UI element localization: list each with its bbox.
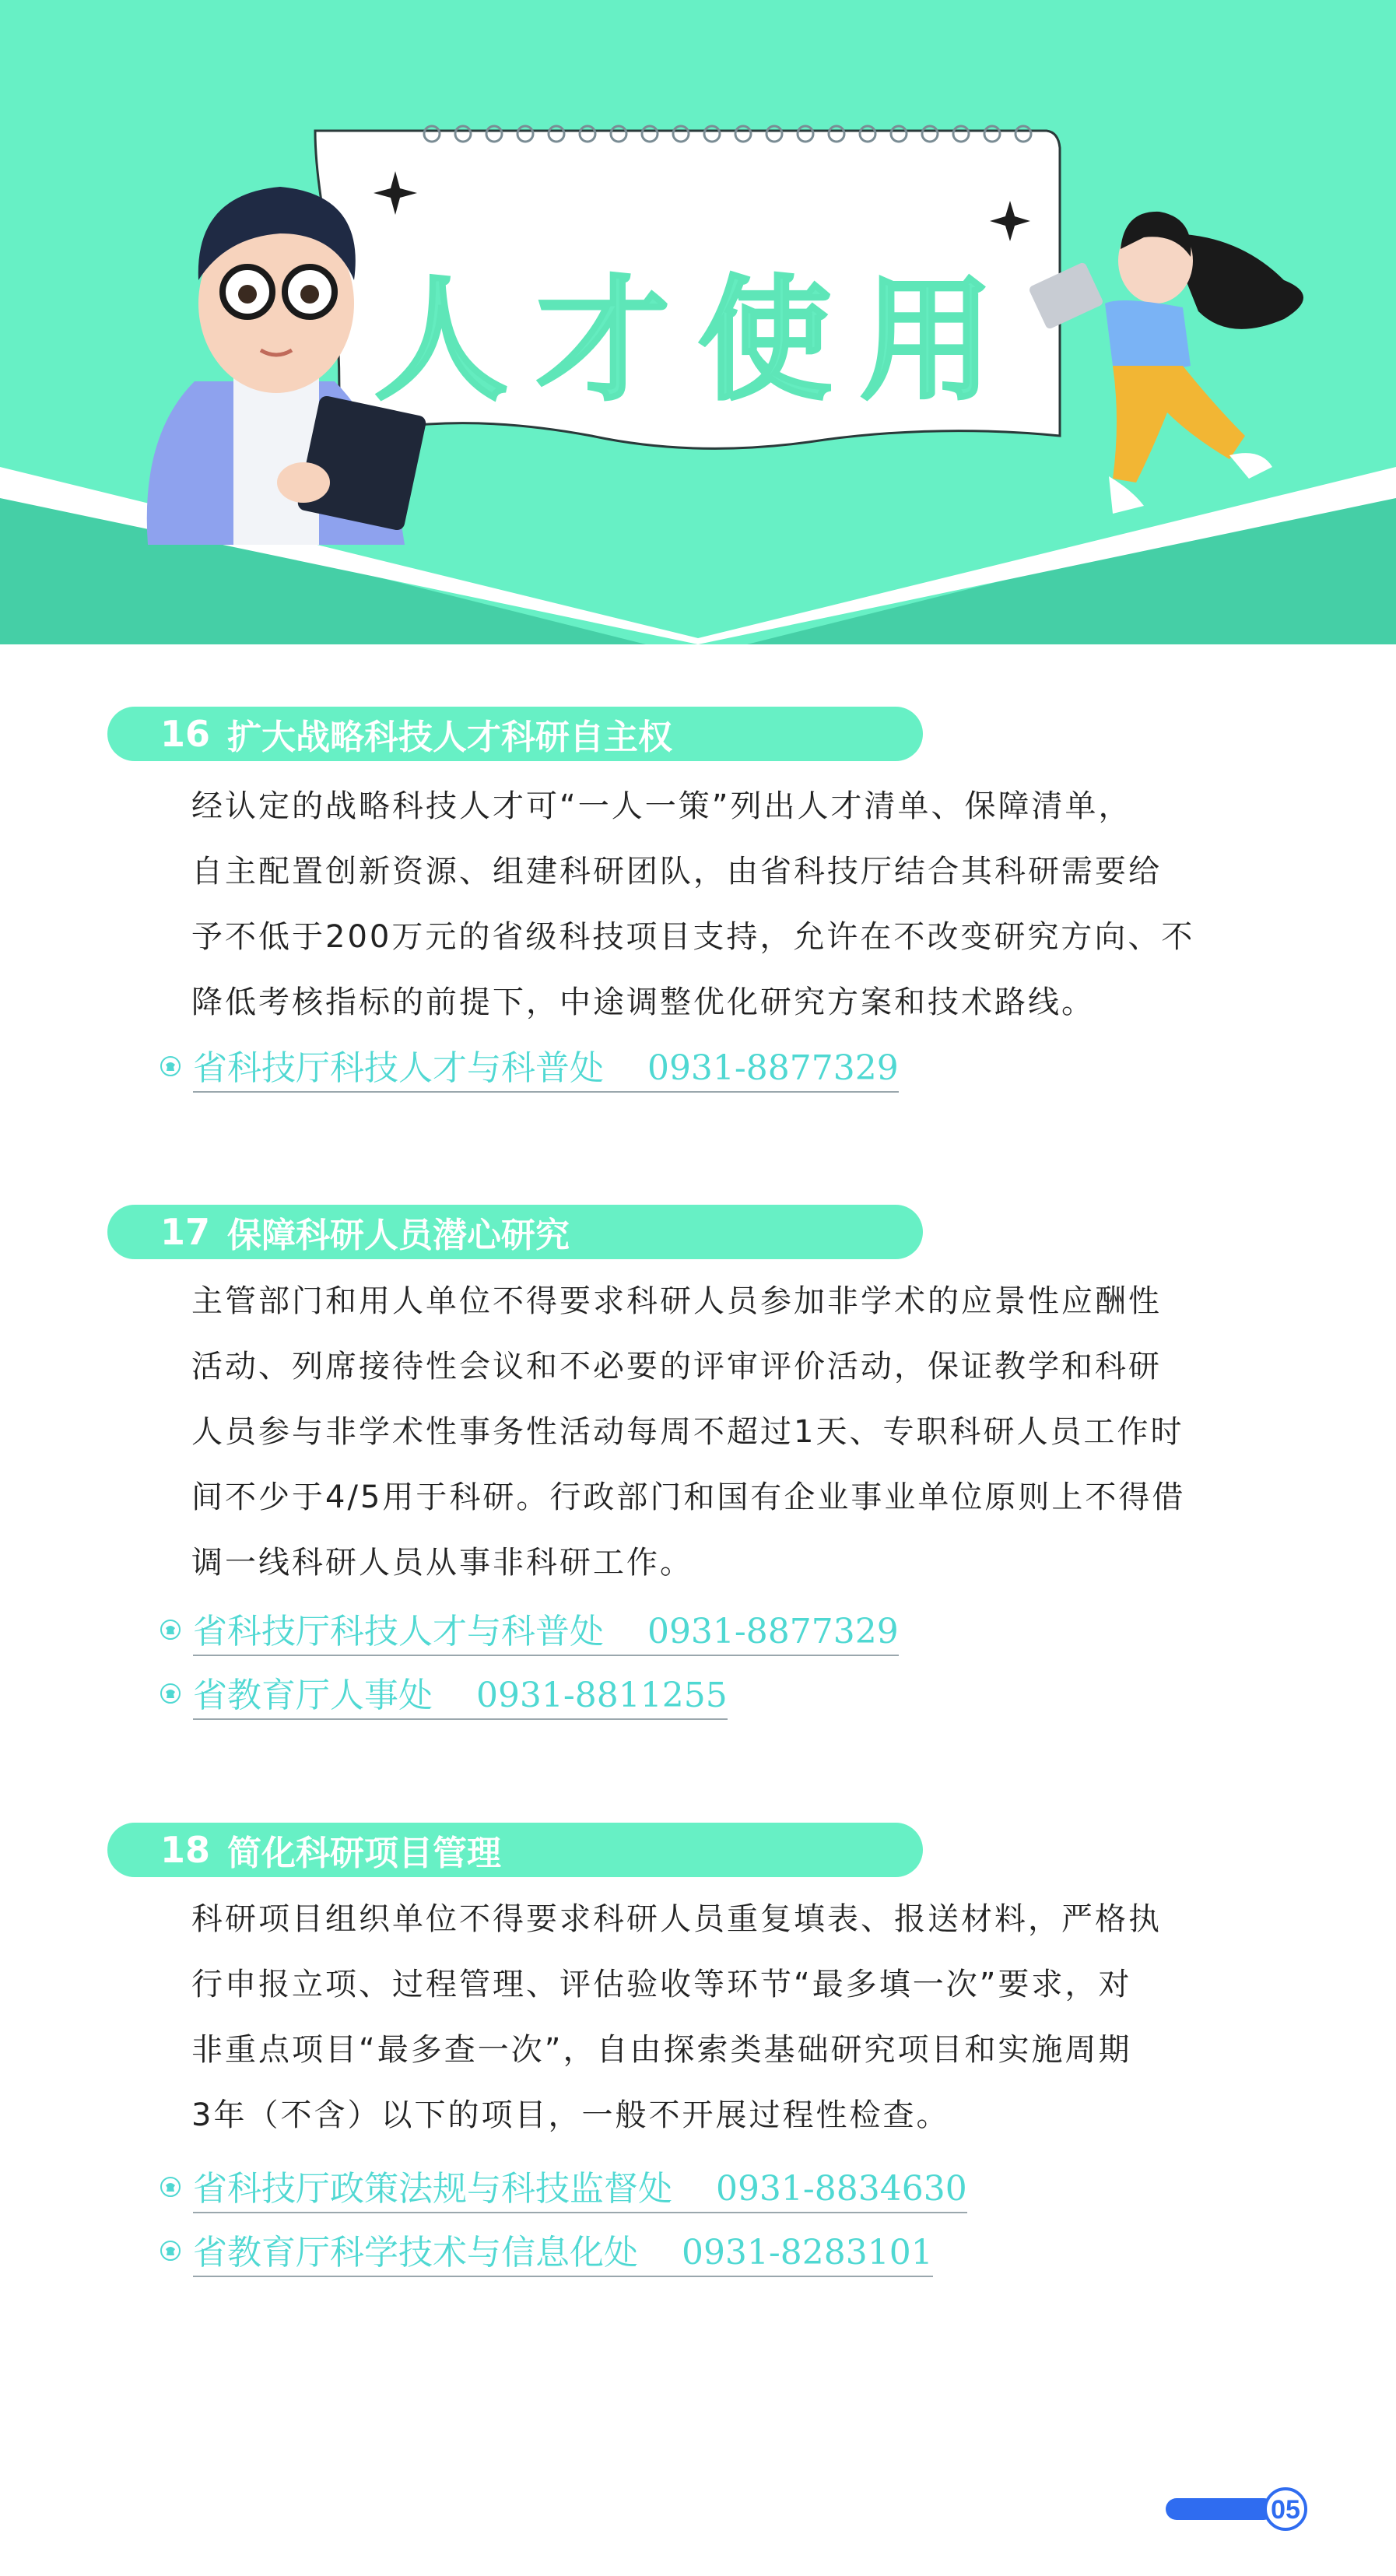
header-banner xyxy=(0,0,1396,644)
contact-line[interactable] xyxy=(159,1043,899,1090)
body-line: 予不低于200万元的省级科技项目支持，允许在不改变研究方向、不 xyxy=(191,919,1195,955)
section-heading-bar xyxy=(107,707,923,761)
body-line: 自主配置创新资源、组建科研团队，由省科技厅结合其科研需要给 xyxy=(191,854,1162,890)
phone-icon xyxy=(159,1055,182,1078)
page-title: 人才使用 xyxy=(374,261,1022,419)
section-number: 17 xyxy=(160,1211,211,1253)
phone-icon xyxy=(159,2239,182,2262)
body-line: 行申报立项、过程管理、评估验收等环节“最多填一次”要求，对 xyxy=(191,1967,1132,2002)
contact-text: 省科技厅科技人才与科普处 0931-8877329 xyxy=(193,1603,899,1656)
body-line: 非重点项目“最多查一次”，自由探索类基础研究项目和实施周期 xyxy=(191,2032,1132,2068)
page-number-badge xyxy=(1164,2487,1312,2531)
phone-icon xyxy=(159,1682,182,1705)
section-number: 16 xyxy=(160,713,211,755)
body-line: 经认定的战略科技人才可“一人一策”列出人才清单、保障清单， xyxy=(191,788,1132,824)
section-heading-bar xyxy=(107,1205,923,1259)
contact-text: 省教育厅人事处 0931-8811255 xyxy=(193,1667,728,1720)
body-line: 活动、列席接待性会议和不必要的评审评价活动，保证教学和科研 xyxy=(191,1349,1162,1385)
contact-text: 省科技厅政策法规与科技监督处 0931-8834630 xyxy=(193,2160,967,2213)
body-line: 调一线科研人员从事非科研工作。 xyxy=(191,1545,693,1581)
contact-text: 省科技厅科技人才与科普处 0931-8877329 xyxy=(193,1040,899,1093)
page-number: 05 xyxy=(1271,2495,1300,2525)
section-body xyxy=(191,1886,1219,2148)
contact-line[interactable] xyxy=(159,1670,728,1717)
section-heading: 保障科研人员潜心研究 xyxy=(227,1216,570,1255)
section-body xyxy=(191,1269,1219,1595)
body-line: 3年（不含）以下的项目，一般不开展过程性检查。 xyxy=(191,2097,950,2133)
body-line: 科研项目组织单位不得要求科研人员重复填表、报送材料，严格执 xyxy=(191,1901,1162,1937)
section-heading: 扩大战略科技人才科研自主权 xyxy=(227,718,673,757)
body-line: 人员参与非学术性事务性活动每周不超过1天、专职科研人员工作时 xyxy=(191,1414,1184,1450)
body-line: 降低考核指标的前提下，中途调整优化研究方案和技术路线。 xyxy=(191,984,1095,1020)
body-line: 间不少于4/5用于科研。行政部门和国有企业事业单位原则上不得借 xyxy=(191,1479,1186,1515)
contact-line[interactable] xyxy=(159,1606,899,1653)
section-heading-bar xyxy=(107,1823,923,1877)
section-heading: 简化科研项目管理 xyxy=(227,1834,502,1873)
contact-line[interactable] xyxy=(159,2164,967,2210)
phone-icon xyxy=(159,2175,182,2199)
section-body xyxy=(191,774,1219,1035)
phone-icon xyxy=(159,1618,182,1641)
body-line: 主管部门和用人单位不得要求科研人员参加非学术的应景性应酬性 xyxy=(191,1283,1162,1319)
section-number: 18 xyxy=(160,1829,211,1871)
contact-text: 省教育厅科学技术与信息化处 0931-8283101 xyxy=(193,2224,933,2277)
page-number-graphic xyxy=(1164,2487,1312,2531)
contact-line[interactable] xyxy=(159,2227,933,2274)
